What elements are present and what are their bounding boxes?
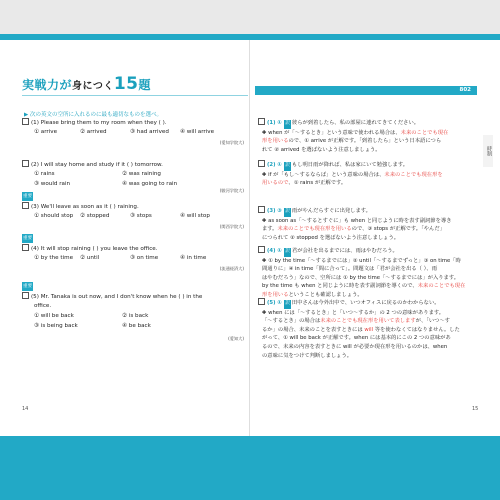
question-number: (1): [31, 120, 39, 126]
side-tab: 時制: [483, 135, 493, 167]
source: (愛知学院大): [219, 140, 244, 145]
explanation-line: ✚ ① by the time「～するまでには」② until「～するまでずっと」③ on time「時: [262, 257, 461, 264]
question-text: It will stop raining ( ) you leave the office.: [40, 246, 158, 252]
answer-number: (2): [267, 162, 276, 168]
explanation-line: ✚ when には「～するとき」と「いつ～するか」の 2 つの意味があります。: [262, 309, 445, 316]
question-text: Mr. Tanaka is out now, and I don't know when he ( ) in the: [40, 294, 203, 300]
top-margin: [0, 0, 500, 40]
question-number: (2): [31, 162, 39, 168]
explanation-line: の意味に気をつけて判断しましょう。: [262, 352, 353, 359]
explanation-line: 用いるので、① rains が正解です。: [262, 180, 347, 187]
option: ② was raining: [122, 171, 161, 177]
answer-choice: ①: [277, 300, 282, 306]
answer-translation: 君が会社を出るまでには、雨はやむだろう。: [291, 248, 398, 254]
option: ① rains: [34, 171, 55, 177]
answer-2: [258, 160, 476, 188]
instruction: ▶ 次の英文の空所に入れるのに最も適切なものを選べ。: [24, 112, 162, 118]
question-number: (3): [31, 204, 39, 210]
checkbox[interactable]: [22, 292, 29, 299]
answer-4: [258, 246, 476, 300]
question-5: [22, 284, 248, 341]
question-text: Please bring them to my room when they ( ).: [40, 120, 167, 126]
option: ④ will stop: [180, 213, 210, 219]
checkbox[interactable]: [258, 160, 265, 167]
explanation-line: ます。未来のことでも現在形を用いるので、③ stops が正解です。「やんだ」: [262, 226, 445, 233]
option: ③ on time: [130, 255, 159, 261]
option: ④ will arrive: [180, 129, 215, 135]
question-2: [22, 160, 248, 193]
translation-badge: 訳: [284, 120, 291, 129]
answer-translation: 田中さんは今外出中で、いつオフィスに戻るのかわからない。: [291, 300, 440, 306]
answer-choice: ③: [277, 208, 282, 214]
question-4: [22, 236, 248, 274]
checkbox[interactable]: [258, 206, 265, 213]
answer-5: [258, 298, 476, 360]
checkbox[interactable]: [22, 160, 29, 167]
question-text-cont: office.: [34, 303, 52, 309]
explanation-line: 形を用いるということも確認しましょう。: [262, 291, 363, 298]
answer-1: [258, 118, 476, 154]
option: ③ had arrived: [130, 129, 169, 135]
option: ② stopped: [80, 213, 110, 219]
bottom-band: [0, 436, 500, 500]
checkbox[interactable]: [258, 298, 265, 305]
option: ② arrived: [80, 129, 107, 135]
option: ④ was going to rain: [122, 181, 178, 187]
checkbox[interactable]: [22, 118, 29, 125]
checkbox[interactable]: [258, 118, 265, 125]
source: (愛知大): [228, 336, 244, 341]
answer-choice: ①: [277, 162, 282, 168]
translation-badge: 訳: [284, 300, 291, 309]
answer-choice: ①: [277, 120, 282, 126]
option: ④ be back: [122, 323, 151, 329]
source: (関西学院大): [219, 224, 244, 229]
explanation-line: by the time も when と同じように時を表す副詞節を導くので、未来のことでも現在: [262, 283, 466, 290]
explanation-line: がって、① will be back が正解です。when には基本的にこの 2 つの意味があ: [262, 335, 451, 342]
option: ② until: [80, 255, 100, 261]
answer-3: [258, 206, 476, 242]
explanation-line: るので、未来の内容を表すときに will が必要か現在形を用いるのかは、when: [262, 343, 448, 350]
option: ① should stop: [34, 213, 74, 219]
option: ① arrive: [34, 129, 58, 135]
answer-translation: 雨がやんだらすぐに出発します。: [291, 208, 371, 214]
question-text: We'll leave as soon as it ( ) raining.: [40, 204, 139, 210]
page-number-right: 15: [472, 406, 479, 412]
checkbox[interactable]: [258, 246, 265, 253]
question-number: (5): [31, 294, 39, 300]
translation-badge: 訳: [284, 162, 291, 171]
answer-number: (3): [267, 208, 276, 214]
option: ① by the time: [34, 255, 74, 261]
explanation-line: 間通りに」④ in time「間に合って」。問題文は「君が会社を出る（ ）、雨: [262, 266, 437, 273]
page-title: 実戦力が身につく15題: [22, 74, 152, 94]
explanation-line: 「～するとき」の場合は未来のことでも現在形を用いて表しますが、「いつ～す: [262, 318, 451, 325]
answer-translation: 彼らが到着したら、私の部屋に連れてきてください。: [291, 120, 420, 126]
option: ③ stops: [130, 213, 152, 219]
answer-header-bar: [255, 86, 477, 95]
important-tag: 重要: [23, 236, 32, 241]
checkbox[interactable]: [22, 202, 29, 209]
source: (駿河学院大): [219, 188, 244, 193]
question-text: I will stay home and study if it ( ) tomorrow.: [40, 162, 163, 168]
translation-badge: 訳: [284, 208, 291, 217]
answer-choice: ①: [277, 248, 282, 254]
explanation-line: はやむだろう」なので、空所には ① by the time「～するまでには」が入ります。: [262, 274, 460, 281]
explanation-line: るか」の場合、未来のことを表すときには will 等を使わなくてはなりません。した: [262, 326, 460, 333]
explanation-line: れて ② arrived を選ばないよう注意しましょう。: [262, 146, 381, 153]
checkbox[interactable]: [22, 244, 29, 251]
option: ③ is being back: [34, 323, 78, 329]
explanation-line: ✚ as soon as「～するとすぐに」も when と同じように時を表す副詞節を導き: [262, 217, 452, 224]
answer-number: (5): [267, 300, 276, 306]
source: (流通経済大): [219, 266, 244, 271]
book-spine: [249, 40, 250, 436]
question-3: [22, 194, 248, 232]
explanation-line: につられて ② stopped を選ばないよう注意しましょう。: [262, 234, 400, 241]
option: ④ in time: [180, 255, 207, 261]
section-code: 802: [459, 87, 471, 93]
explanation-line: ✚ when が「～するとき」という意味で使われる場合は、未来のことでも現在: [262, 129, 449, 136]
title-rule: [22, 95, 248, 96]
option: ① will be back: [34, 313, 74, 319]
answer-number: (4): [267, 248, 276, 254]
explanation-line: 形を用いるので、① arrive が正解です。「到着したら」という日本語につら: [262, 138, 442, 145]
explanation-line: ✚ if が「もし～するならば」という意味の場合は、未来のことでも現在形を: [262, 171, 443, 178]
question-1: [22, 118, 248, 148]
page-number-left: 14: [22, 406, 29, 412]
option: ② is back: [122, 313, 149, 319]
important-tag: 重要: [23, 284, 32, 289]
translation-badge: 訳: [284, 248, 291, 257]
important-tag: 重要: [23, 194, 32, 199]
answer-number: (1): [267, 120, 276, 126]
answer-translation: もし明日雨が降れば、私は家にいて勉強します。: [291, 162, 409, 168]
question-number: (4): [31, 246, 39, 252]
option: ③ would rain: [34, 181, 71, 187]
